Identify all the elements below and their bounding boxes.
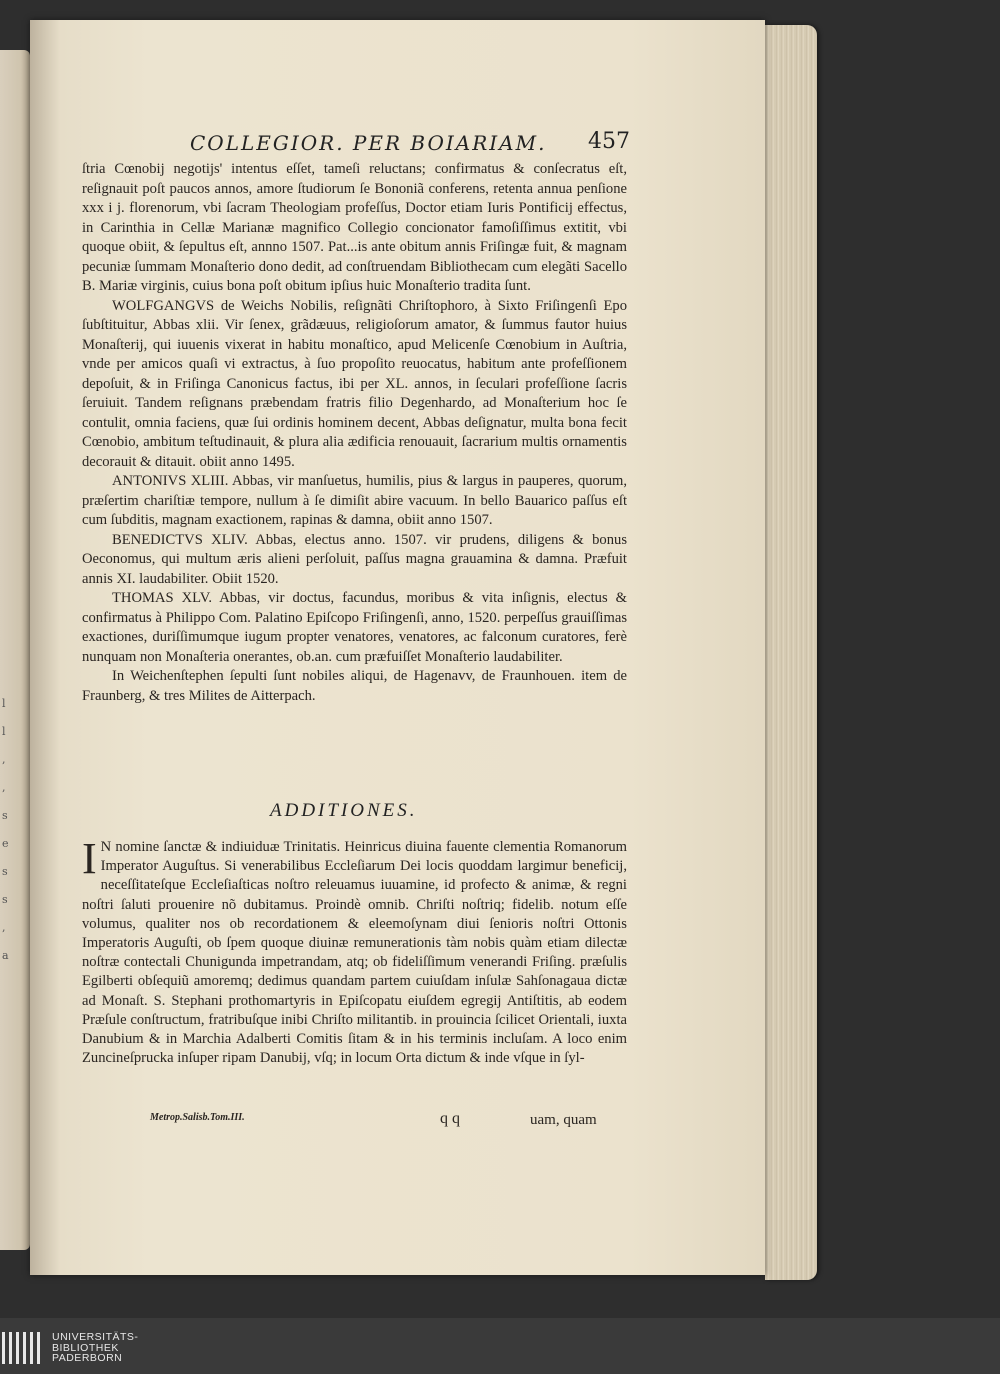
- library-name-line: UNIVERSITÄTS-: [52, 1331, 139, 1343]
- charter-text: N nomine ſanctæ & indiuiduæ Trinitatis. Heinricus diuina fauente clementia Romanorum Imperator Auguſtus. Si venerabilibus Eccleſiarum Dei locis quoddam largimur beneficij, neceſſitateſque Eccleſiaſticas noſtro releuamus iuuamine, id profecto & animæ, & regni noſtri ſaluti prouenire nõ dubitamus. Proindè omnib. Chriſti noſtriq; fidelib. notum eſſe volumus, qualiter nos ob recordationem & eleemoſynam diui ſenioris noſtri Ottonis Imperatoris Auguſti, ob ſpem quoque diuinæ remunerationis tàm nobis quàm etiam dilectæ noſtræ contectali Chunigunda impetrandam, atq; ob fideliſſimum venerandi Friſing. præſulis Egilberti obſequiũ amoremq; dedimus quandam partem cuiuſdam inſulæ Sahſonagaua dictæ ad Monaſt. S. Stephani prothomartyris in Epiſcopatu eiuſdem egregij Antiſtitis, ab eodem Præſule conſtructum, fratribuſque inibi Chriſto militantib. in prouincia ſcilicet Orientali, iuxta Danubium & in Marchia Adalberti Comitis ſitam & in his terminis incluſam. A loco enim Zuncineſprucka inſuper ripam Danubij, vſq; in locum Orta dictum & inde vſque in ſyl-: [82, 839, 627, 1067]
- main-text: [82, 160, 627, 706]
- left-page-mark: e: [2, 837, 9, 850]
- charter-paragraph: [82, 834, 627, 1068]
- section-heading: ADDITIONES.: [270, 800, 418, 821]
- catchword: uam, quam: [530, 1112, 597, 1128]
- paragraph-thomas: THOMAS XLV. Abbas, vir doctus, facundus, moribus & vita inſignis, electus & confirmatus à Philippo Com. Palatino Epiſcopo Friſingenſi, anno, 1520. perpeſſus grauiſſimas exactiones, duriſſimumque iugum propter venatores, venatores, ac falconum curatores, ferè nunquam non Monaſteria onerantes, ob.an. cum præfuiſſet Monaſterio laudabiliter.: [82, 590, 627, 665]
- left-page-marks: [2, 690, 12, 970]
- charter-text-block: [82, 834, 627, 1068]
- page-header: [190, 127, 650, 157]
- library-name-line: PADERBORN: [52, 1352, 123, 1364]
- left-page-mark: ,: [2, 781, 6, 794]
- paragraph-wolfgangus: WOLFGANGVS de Weichs Nobilis, reſignãti Chriſtophoro, à Sixto Friſingenſi Epo ſubſtituitur, Abbas xlii. Vir ſenex, grãdæuus, religioſorum amator, & ſummus fautor huius Monaſterij, qui iuuenis vixerat in habitu monaſtico, apud Melicenſe Cœnobium in Auſtria, vnde per amicos quaſi vi extractus, à ſuo propoſito reuocatus, habitum ante profeſſionem depoſuit, & in Friſinga Canonicus factus, ibi per XL. annos, in ſeculari profeſſione ſacris ſeruiuit. Tandem reſignans præbendam fratris filio Degenhardo, ad Monaſterium hoc ſe contulit, omnia faciens, quæ ſui ordinis hominem decent, Abbas deſignatur, multa bona fecit Cœnobio, ambitum teſtudinauit, & plura alia ædificia renouauit, ſacrarium multis ornamentis decorauit & ditauit. obiit anno 1495.: [82, 297, 627, 470]
- page-number: 457: [588, 129, 630, 154]
- left-page-mark: s: [2, 865, 8, 878]
- page-footer: [150, 1112, 620, 1132]
- page-block-edge: [765, 25, 817, 1280]
- library-name-line: BIBLIOTHEK: [52, 1341, 119, 1354]
- paragraph-burials: In Weichenſtephen ſepulti ſunt nobiles aliqui, de Hagenavv, de Fraunhouen. item de Fraunberg, & tres Milites de Aitterpach.: [82, 668, 627, 704]
- paragraph-continuation: ſtria Cœnobij negotijs' intentus eſſet, tameſi reluctans; confirmatus & conſecratus eſt, reſignauit poſt paucos annos, amore ſtudiorum ſe Bononiã conferens, retenta annua penſione xxx i j. florenorum, vbi ſacram Theologiam profeſſus, Doctor etiam Iuris Pontificij effectus, in Carinthia in Cellæ Marianæ magnifico Collegio concionator famoſiſſimus extitit, vbi quoque obiit, & ſepultus eſt, annno 1507. Pat...is ante obitum annis Friſingæ fuit, & magnam pecuniæ ſummam Monaſterio dono dedit, ad conſtruendam Bibliothecam cum elegãti Sacello B. Mariæ virginis, cuius bona poſt obitum ipſius huic Monaſterio tradita ſunt.: [82, 161, 627, 294]
- paragraph-antonius: ANTONIVS XLIII. Abbas, vir manſuetus, humilis, pius & largus in pauperes, quorum, præſertim chariſtiæ tempore, nullum à ſe dimiſit abire vacuum. In bello Bauarico paſſus eſt cum ſubditis, magnam exactionem, rapinas & damna, obiit anno 1507.: [82, 473, 627, 528]
- library-name: [52, 1332, 138, 1364]
- left-page-mark: s: [2, 809, 8, 822]
- library-footer-bar: [0, 1318, 1000, 1374]
- drop-cap: I: [82, 834, 97, 883]
- left-page-mark: a: [2, 949, 9, 962]
- paragraph-benedictus: BENEDICTVS XLIV. Abbas, electus anno. 1507. vir prudens, diligens & bonus Oeconomus, qui multum æris alieni perſoluit, paſſus magna grauamina & damna. Præfuit annis XI. laudabiliter. Obiit 1520.: [82, 531, 627, 587]
- signature-mark: Metrop.Salisb.Tom.III.: [150, 1112, 245, 1123]
- left-page-mark: s: [2, 893, 8, 906]
- left-page-mark: l: [2, 725, 6, 738]
- quire-mark: q q: [440, 1110, 460, 1127]
- running-head: COLLEGIOR. PER BOIARIAM.: [190, 131, 547, 155]
- library-logo-icon: [2, 1332, 42, 1364]
- left-page-mark: l: [2, 697, 6, 710]
- left-page-edge: [0, 50, 30, 1250]
- left-page-mark: ,: [2, 921, 6, 934]
- left-page-mark: ,: [2, 753, 6, 766]
